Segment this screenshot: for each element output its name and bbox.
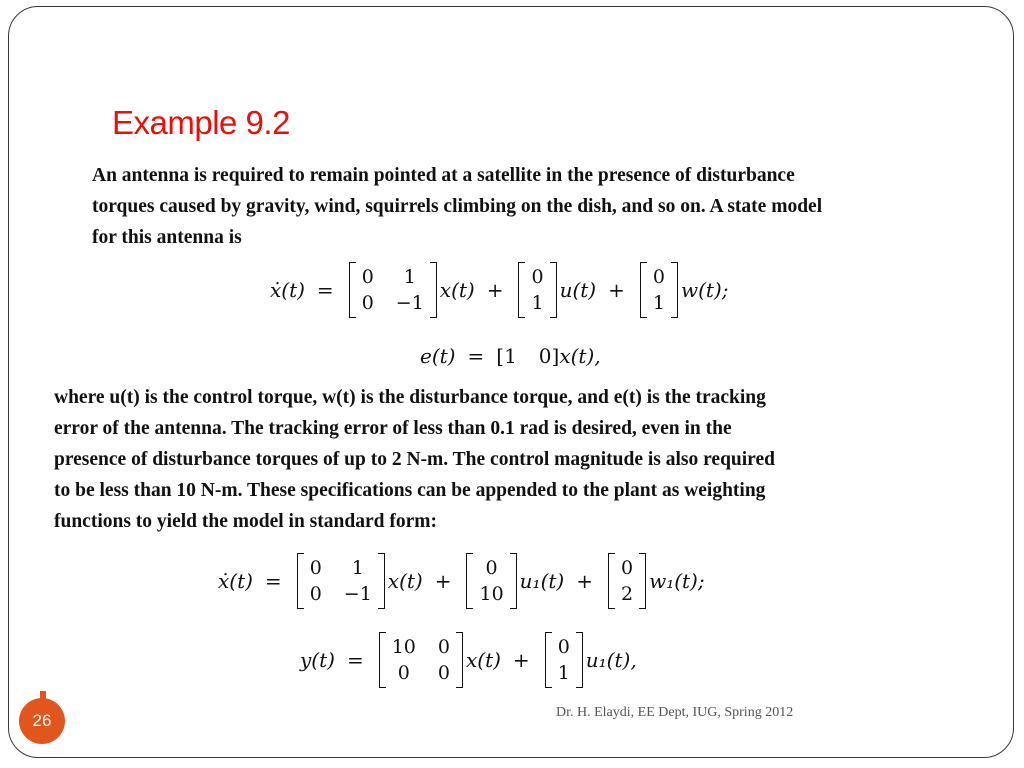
- matrix-entry: 0: [652, 266, 665, 288]
- eq-state: x(t): [466, 648, 501, 672]
- weighted-output-equation: [300, 632, 637, 688]
- eq-equals: =: [346, 648, 364, 672]
- matrix-a: [297, 553, 385, 609]
- intro-line: An antenna is required to remain pointed at a satellite in the presence of disturbance: [92, 165, 795, 186]
- matrix-entry: 10: [479, 583, 504, 605]
- eq-lhs: y(t): [300, 648, 335, 672]
- eq-plus: +: [512, 648, 530, 672]
- eq-plus: +: [434, 569, 452, 593]
- intro-line: for this antenna is: [92, 227, 242, 248]
- matrix-entry: 0: [361, 266, 374, 288]
- body-line: functions to yield the model in standard form:: [54, 511, 437, 532]
- matrix-b: [466, 553, 516, 609]
- weighted-state-equation: [218, 553, 705, 609]
- matrix-entry: 10: [391, 636, 416, 658]
- slide-footer: Dr. H. Elaydi, EE Dept, IUG, Spring 2012: [556, 705, 794, 720]
- eq-lhs: ẋ(t): [218, 569, 253, 593]
- matrix-entry: 2: [620, 583, 634, 605]
- eq-equals: =: [467, 344, 485, 368]
- matrix-entry: 0: [620, 557, 634, 579]
- eq-lhs: e(t): [420, 344, 456, 368]
- eq-plus: +: [486, 278, 504, 302]
- eq-disturbance: w₁(t);: [649, 569, 705, 593]
- matrix-d: [545, 632, 583, 688]
- body-line: to be less than 10 N-m. These specifications can be appended to the plant as weighting: [54, 480, 766, 501]
- error-equation: e(t) = [ 1 0 ] x(t),: [420, 344, 601, 368]
- eq-plus: +: [576, 569, 593, 593]
- body-paragraph: [54, 382, 914, 537]
- matrix-b: [518, 262, 556, 318]
- matrix-e: [640, 262, 678, 318]
- eq-state: x(t): [439, 278, 475, 302]
- matrix-e: [608, 553, 646, 609]
- matrix-entry: 1: [403, 266, 416, 288]
- eq-input: u(t): [559, 278, 597, 302]
- matrix-entry: −1: [343, 583, 372, 605]
- eq-plus: +: [608, 278, 625, 302]
- matrix-entry: 1: [652, 292, 665, 314]
- intro-line: torques caused by gravity, wind, squirrels climbing on the dish, and so on. A state model: [92, 196, 823, 217]
- matrix-entry: 0: [309, 583, 322, 605]
- matrix-entry: 0: [531, 266, 544, 288]
- eq-equals: =: [316, 278, 334, 302]
- body-line: error of the antenna. The tracking error of less than 0.1 rad is desired, even in the: [54, 418, 732, 439]
- eq-equals: =: [264, 569, 282, 593]
- matrix-entry: 0: [437, 636, 450, 658]
- matrix-c: [504, 344, 551, 368]
- matrix-entry: 0: [538, 344, 552, 368]
- eq-input: u₁(t): [519, 569, 565, 593]
- slide-title: Example 9.2: [112, 104, 290, 141]
- eq-lhs: ẋ(t): [270, 278, 305, 302]
- matrix-entry: 1: [531, 292, 544, 314]
- matrix-entry: 0: [557, 636, 570, 658]
- eq-disturbance: w(t);: [680, 278, 729, 302]
- matrix-entry: 0: [361, 292, 374, 314]
- intro-paragraph: [92, 160, 952, 253]
- body-line: presence of disturbance torques of up to 2 N-m. The control magnitude is also required: [54, 449, 775, 470]
- eq-state: x(t),: [559, 344, 601, 368]
- eq-state: x(t): [387, 569, 423, 593]
- matrix-entry: 0: [437, 662, 450, 684]
- matrix-entry: 0: [309, 557, 322, 579]
- matrix-entry: 1: [557, 662, 570, 684]
- matrix-entry: 1: [351, 557, 364, 579]
- matrix-entry: 0: [397, 662, 410, 684]
- page-number-badge: 26: [19, 698, 65, 744]
- state-equation: [270, 262, 728, 318]
- matrix-entry: −1: [395, 292, 424, 314]
- eq-input: u₁(t),: [585, 648, 637, 672]
- body-line: where u(t) is the control torque, w(t) is the disturbance torque, and e(t) is the tracking: [54, 387, 766, 408]
- matrix-entry: 1: [504, 344, 517, 368]
- matrix-c: [379, 632, 463, 688]
- matrix-entry: 0: [485, 557, 498, 579]
- matrix-a: [349, 262, 437, 318]
